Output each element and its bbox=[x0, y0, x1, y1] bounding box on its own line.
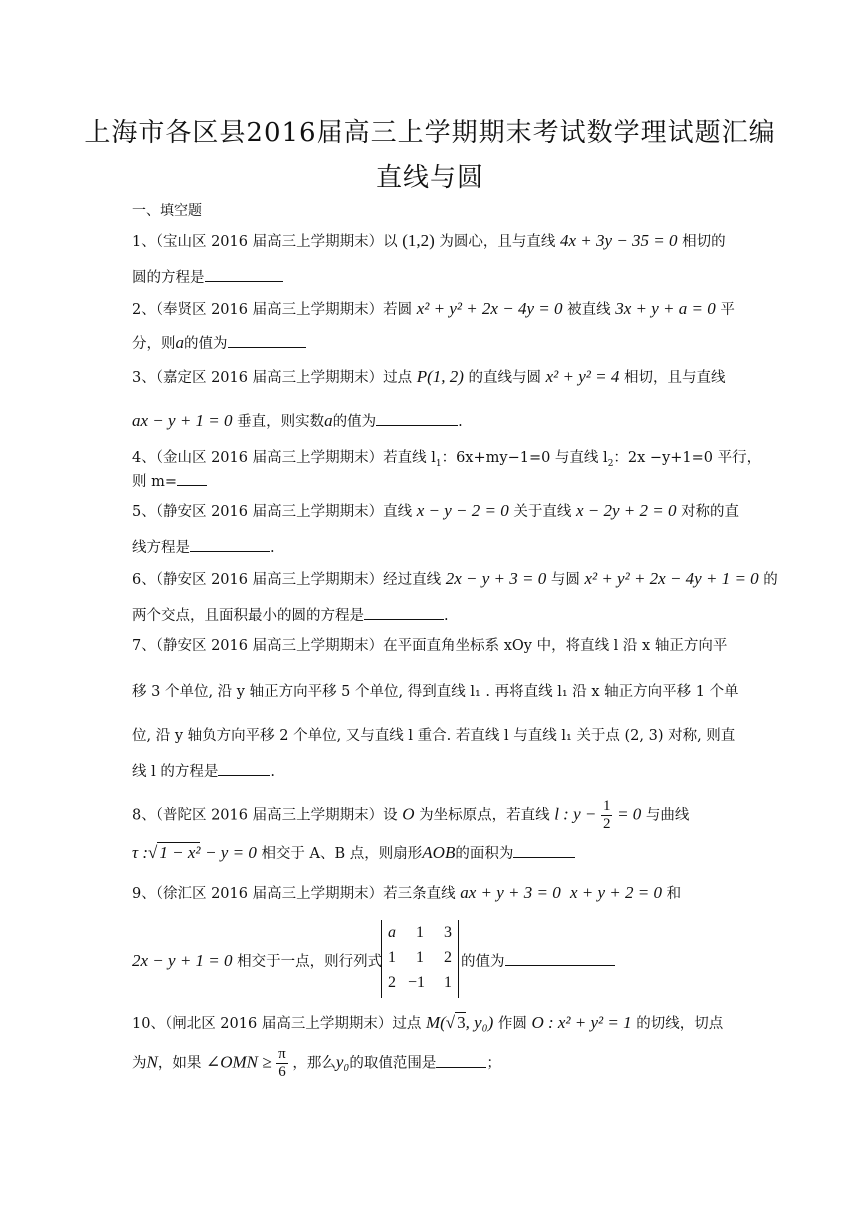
question-3-line-1: 3、（嘉定区 2016 届高三上学期期末）过点 P(1, 2) 的直线与圆 x² + y² = 4 相切，且与直线 bbox=[132, 367, 726, 386]
fraction: $\frac{1}{2}$ bbox=[602, 798, 611, 832]
question-4-line-1: 4、（金山区 2016 届高三上学期期末）若直线 $l_1$：6x+my−1=0 与直线 $l_2$：2x −y+1=0 平行， bbox=[132, 450, 762, 469]
question-8-line-2: τ :√ 1 − x² − y = 0 相交于 A、B 点，则扇形AOB的面积为 bbox=[132, 842, 732, 863]
question-2-line-2: 分，则a的值为 bbox=[132, 332, 732, 353]
answer-blank[interactable] bbox=[205, 267, 283, 282]
answer-blank[interactable] bbox=[436, 1053, 486, 1068]
question-2-line-1: 2、（奉贤区 2016 届高三上学期期末）若圆 x² + y² + 2x − 4y = 0 被直线 3x + y + a = 0 平 bbox=[132, 299, 735, 318]
answer-blank[interactable] bbox=[505, 951, 615, 966]
determinant-matrix: a 1 3 1 1 2 2 −1 1 bbox=[381, 920, 459, 998]
question-8-line-1: 8、（普陀区 2016 届高三上学期期末）设 O 为坐标原点，若直线 l : y − $\frac{1}{2}$ = 0 与曲线 bbox=[132, 798, 690, 832]
question-5-line-2: 线方程是 . bbox=[132, 536, 732, 557]
question-5-line-1: 5、（静安区 2016 届高三上学期期末）直线 x − y − 2 = 0 关于直线 x − 2y + 2 = 0 对称的直 bbox=[132, 501, 740, 520]
answer-blank[interactable] bbox=[177, 471, 207, 486]
document-subtitle: 直线与圆 bbox=[375, 163, 484, 193]
answer-blank[interactable] bbox=[364, 605, 444, 620]
answer-blank[interactable] bbox=[218, 761, 270, 776]
answer-blank[interactable] bbox=[228, 333, 306, 348]
fraction: $\frac{\pi}{6}$ bbox=[278, 1046, 286, 1080]
question-7-line-4: 线 l 的方程是 . bbox=[132, 760, 732, 781]
question-4-line-2: 则 m= bbox=[132, 470, 732, 491]
question-9-line-2b: 的值为 bbox=[461, 950, 661, 971]
question-1-line-1: 1、（宝山区 2016 届高三上学期期末）以 (1,2) 为圆心，且与直线 4x + 3y − 35 = 0 相切的 bbox=[132, 231, 726, 250]
question-10-line-1: 10、（闸北区 2016 届高三上学期期末）过点 M(√ 3, y₀) 作圆 O : x² + y² = 1 的切线，切点 bbox=[132, 1013, 724, 1032]
question-7-line-2: 移 3 个单位, 沿 y 轴正方向平移 5 个单位, 得到直线 l₁ . 再将直线 l₁ 沿 x 轴正方向平移 1 个单 bbox=[132, 684, 739, 700]
question-3-line-2: ax − y + 1 = 0 垂直，则实数a的值为 . bbox=[132, 411, 463, 430]
question-9-line-2: 2x − y + 1 = 0 相交于一点，则行列式 bbox=[132, 951, 383, 970]
question-6-line-1: 6、（静安区 2016 届高三上学期期末）经过直线 2x − y + 3 = 0 与圆 x² + y² + 2x − 4y + 1 = 0 的 bbox=[132, 569, 778, 588]
section-heading: 一、填空题 bbox=[132, 203, 202, 219]
question-10-line-2: 为N，如果 ∠OMN ≥ $\frac{\pi}{6}$ ，那么y₀的取值范围是 ； bbox=[132, 1046, 501, 1080]
document-title: 上海市各区县2016届高三上学期期末考试数学理试题汇编 bbox=[84, 118, 776, 148]
question-7-line-1: 7、（静安区 2016 届高三上学期期末）在平面直角坐标系 xOy 中，将直线 l 沿 x 轴正方向平 bbox=[132, 638, 728, 654]
answer-blank[interactable] bbox=[376, 411, 458, 426]
question-7-line-3: 位, 沿 y 轴负方向平移 2 个单位, 又与直线 l 重合. 若直线 l 与直线 l₁ 关于点 (2, 3) 对称, 则直 bbox=[132, 728, 736, 744]
question-9-line-1: 9、（徐汇区 2016 届高三上学期期末）若三条直线 ax + y + 3 = 0 x + y + 2 = 0 和 bbox=[132, 883, 682, 902]
answer-blank[interactable] bbox=[513, 843, 575, 858]
question-6-line-2: 两个交点，且面积最小的圆的方程是 . bbox=[132, 604, 732, 625]
question-1-line-2: 圆的方程是 bbox=[132, 266, 732, 287]
answer-blank[interactable] bbox=[190, 537, 270, 552]
